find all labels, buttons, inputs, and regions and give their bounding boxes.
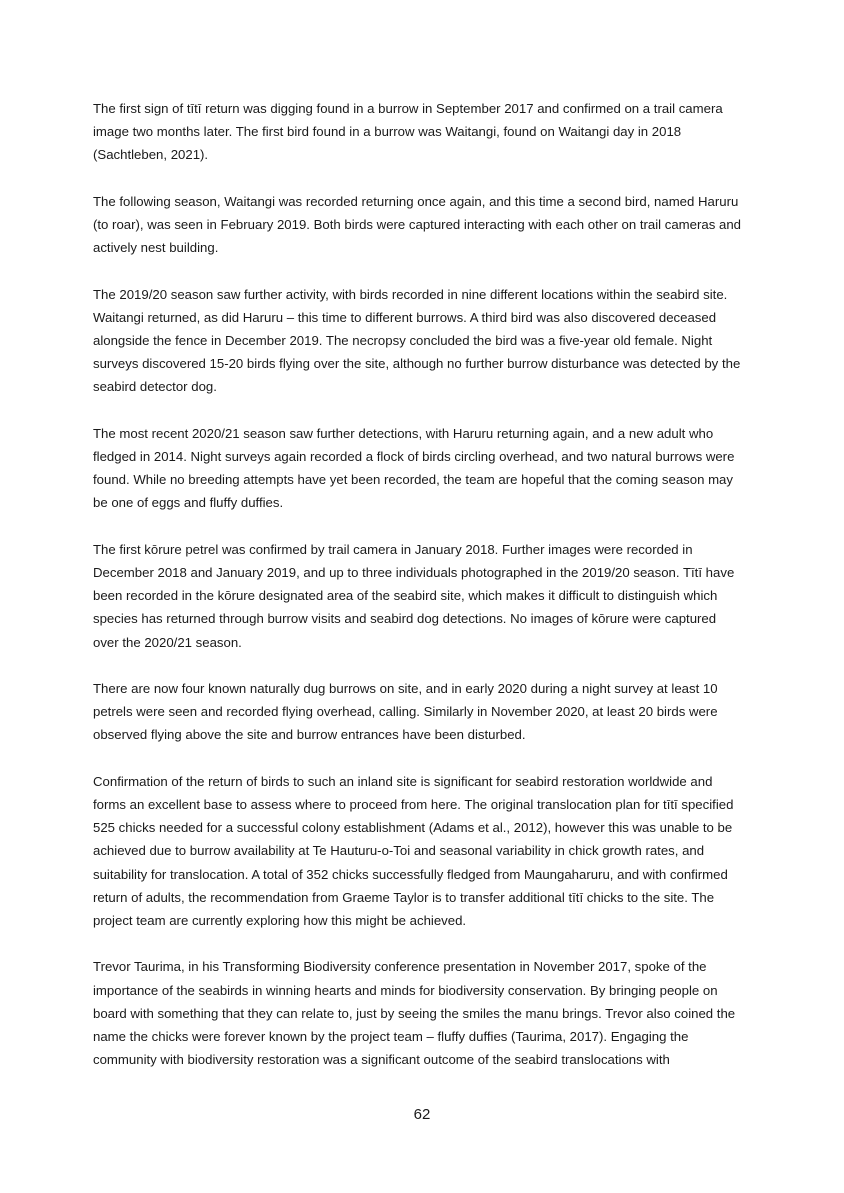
paragraph-inland-significance: Confirmation of the return of birds to such an inland site is significant for seabird restoration worldwide and forms an excellent base to assess where to proceed from here. The original translocation plan for tītī specified 525 chicks needed for a successful colony establishment (Adams et al., 2012), however this was unable to be achieved due to burrow availability at Te Hauturu-o-Toi and seasonal variability in chick growth rates, and suitability for translocation. A total of 352 chicks successfully fledged from Maungaharuru, and with confirmed return of adults, the recommendation from Graeme Taylor is to transfer additional tītī chicks to the site. The project team are currently exploring how this might be achieved. xyxy=(93,773,734,929)
paragraph-following-season: The following season, Waitangi was recorded returning once again, and this time a second bird, named Haruru (to roar), was seen in February 2019. Both birds were captured interacting with each other on trail cameras and actively nest building. xyxy=(93,193,741,256)
paragraph-titi-first-sign: The first sign of tītī return was digging found in a burrow in September 2017 and confirmed on a trail camera image two months later. The first bird found in a burrow was Waitangi, found on Waitangi day in 2018 (Sachtleben, 2021). xyxy=(93,101,723,163)
paragraph-natural-burrows: There are now four known naturally dug burrows on site, and in early 2020 during a night survey at least 10 petrels were seen and recorded flying overhead, calling. Similarly in November 2020, at least 20 birds were observed flying above the site and burrow entrances have been disturbed. xyxy=(93,681,718,743)
paragraph-korure-petrel: The first kōrure petrel was confirmed by trail camera in January 2018. Further images were recorded in December 2018 and January 2019, and up to three individuals photographed in the 2019/20 season. Tītī have been recorded in the kōrure designated area of the seabird site, which makes it difficult to distinguish which species has returned through burrow visits and seabird dog detections. No images of kōrure were captured over the 2020/21 season. xyxy=(93,541,735,650)
body-text xyxy=(93,97,745,1095)
page-number: 62 xyxy=(413,1106,431,1123)
paragraph-trevor-taurima: Trevor Taurima, in his Transforming Biodiversity conference presentation in November 2017, spoke of the importance of the seabirds in winning hearts and minds for biodiversity conservation. By bringing people on board with something that they can relate to, just by seeing the smiles the manu brings. Trevor also coined the name the chicks were forever known by the project team – fluffy duffies (Taurima, 2017). Engaging the community with biodiversity restoration was a significant outcome of the seabird translocations with xyxy=(93,959,736,1068)
paragraph-2020-21-season: The most recent 2020/21 season saw further detections, with Haruru returning again, and a new adult who fledged in 2014. Night surveys again recorded a flock of birds circling overhead, and two natural burrows were found. While no breeding attempts have yet been recorded, the team are hopeful that the coming season may be one of eggs and fluffy duffies. xyxy=(93,425,735,511)
paragraph-2019-20-season: The 2019/20 season saw further activity, with birds recorded in nine different locations within the seabird site. Waitangi returned, as did Haruru – this time to different burrows. A third bird was also discovered deceased alongside the fence in December 2019. The necropsy concluded the bird was a five-year old female. Night surveys discovered 15-20 birds flying over the site, although no further burrow disturbance was detected by the seabird detector dog. xyxy=(93,286,741,395)
